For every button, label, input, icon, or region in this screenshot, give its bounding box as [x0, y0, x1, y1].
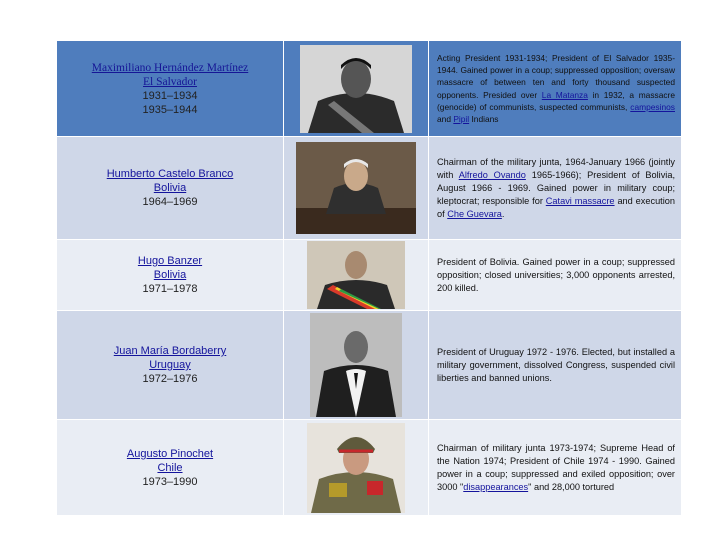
person-name-link[interactable]: Humberto Castelo Branco [106, 168, 234, 180]
description-segment: 1965-1966); President of Bolivia, August 1966 - 1969. Gained power in military coup; kleptocrat; responsible for [437, 169, 675, 206]
photo-cell [284, 137, 429, 240]
years-text: 1935–1944 [142, 103, 198, 116]
description-segment: and execution of [437, 195, 675, 219]
portrait-formal-icon [310, 313, 402, 417]
portrait-sash-icon [307, 241, 405, 309]
description-segment: and [437, 113, 454, 124]
description-segment: President of Uruguay 1972 - 1976. Elected, but installed a military government, dissolved Congress, suspended civil liberties and banned unions. [437, 346, 675, 383]
description-segment: Chairman of military junta 1973-1974; Supreme Head of the Nation 1974; President of Chile 1974 - 1990. Gained power in a coup; suppressed and exiled opposition; over 3000 " [437, 442, 675, 492]
table-row [57, 240, 682, 311]
table-row [57, 137, 682, 240]
description-segment: Indians [469, 113, 499, 124]
description-cell [429, 240, 682, 311]
years-text: 1971–1978 [142, 283, 198, 295]
description-link[interactable]: Che Guevara [447, 208, 502, 219]
description-link[interactable]: Alfredo Ovando [458, 169, 526, 180]
description-cell [429, 41, 682, 137]
years-text: 1973–1990 [142, 475, 198, 488]
country-link[interactable]: Bolivia [153, 182, 187, 194]
person-name-link[interactable]: Hugo Banzer [137, 255, 203, 267]
photo-cell [284, 41, 429, 137]
portrait-general-icon [307, 423, 405, 513]
description-segment: Acting President 1931-1934; President of El Salvador 1935-1944. Gained power in a coup; suppressed opposition; oversaw massacre of between ten and forty thousand suspected opponents. Presided over [437, 52, 675, 100]
name-cell [57, 311, 284, 420]
description-text [437, 347, 675, 383]
table-row [57, 311, 682, 420]
country-link[interactable]: El Salvador [143, 75, 197, 88]
name-cell [57, 420, 284, 516]
photo-cell [284, 240, 429, 311]
photo-cell [284, 420, 429, 516]
person-name-link[interactable]: Juan María Bordaberry [113, 345, 227, 357]
years-text: 1964–1969 [142, 196, 198, 208]
table-row [57, 41, 682, 137]
years-text: 1931–1934 [142, 89, 198, 102]
table-row [57, 420, 682, 516]
description-text [437, 53, 675, 124]
person-name-link[interactable]: Maximiliano Hernández Martínez [91, 61, 249, 74]
description-link[interactable]: La Matanza [541, 89, 588, 100]
description-link[interactable]: disappearances [463, 481, 529, 492]
portrait-uniform-icon [300, 45, 412, 133]
name-cell [57, 41, 284, 137]
description-cell [429, 311, 682, 420]
description-segment: . [501, 208, 505, 219]
description-segment: Chairman of the military junta, 1964-January 1966 (jointly with [437, 156, 675, 180]
description-segment: in 1932, a massacre (genocide) of communists, suspected communists, [437, 89, 676, 112]
description-cell [429, 137, 682, 240]
description-cell [429, 420, 682, 516]
person-name-link[interactable]: Augusto Pinochet [126, 447, 214, 460]
years-text: 1972–1976 [142, 373, 198, 385]
description-text [437, 443, 675, 492]
description-text [437, 157, 675, 219]
description-link[interactable]: campesinos [630, 101, 675, 112]
description-link[interactable]: Catavi massacre [545, 195, 615, 206]
name-cell [57, 240, 284, 311]
description-text [437, 257, 675, 293]
name-cell [57, 137, 284, 240]
country-link[interactable]: Bolivia [153, 269, 187, 281]
description-link[interactable]: Pipil [453, 113, 470, 124]
dictators-table [56, 40, 682, 516]
country-link[interactable]: Uruguay [149, 359, 191, 371]
country-link[interactable]: Chile [157, 461, 183, 474]
photo-cell [284, 311, 429, 420]
description-segment: President of Bolivia. Gained power in a coup; suppressed opposition; closed universities; 3,000 opponents arrested, 200 killed. [437, 256, 675, 293]
portrait-desk-icon [296, 142, 416, 234]
description-segment: " and 28,000 tortured [528, 481, 615, 492]
